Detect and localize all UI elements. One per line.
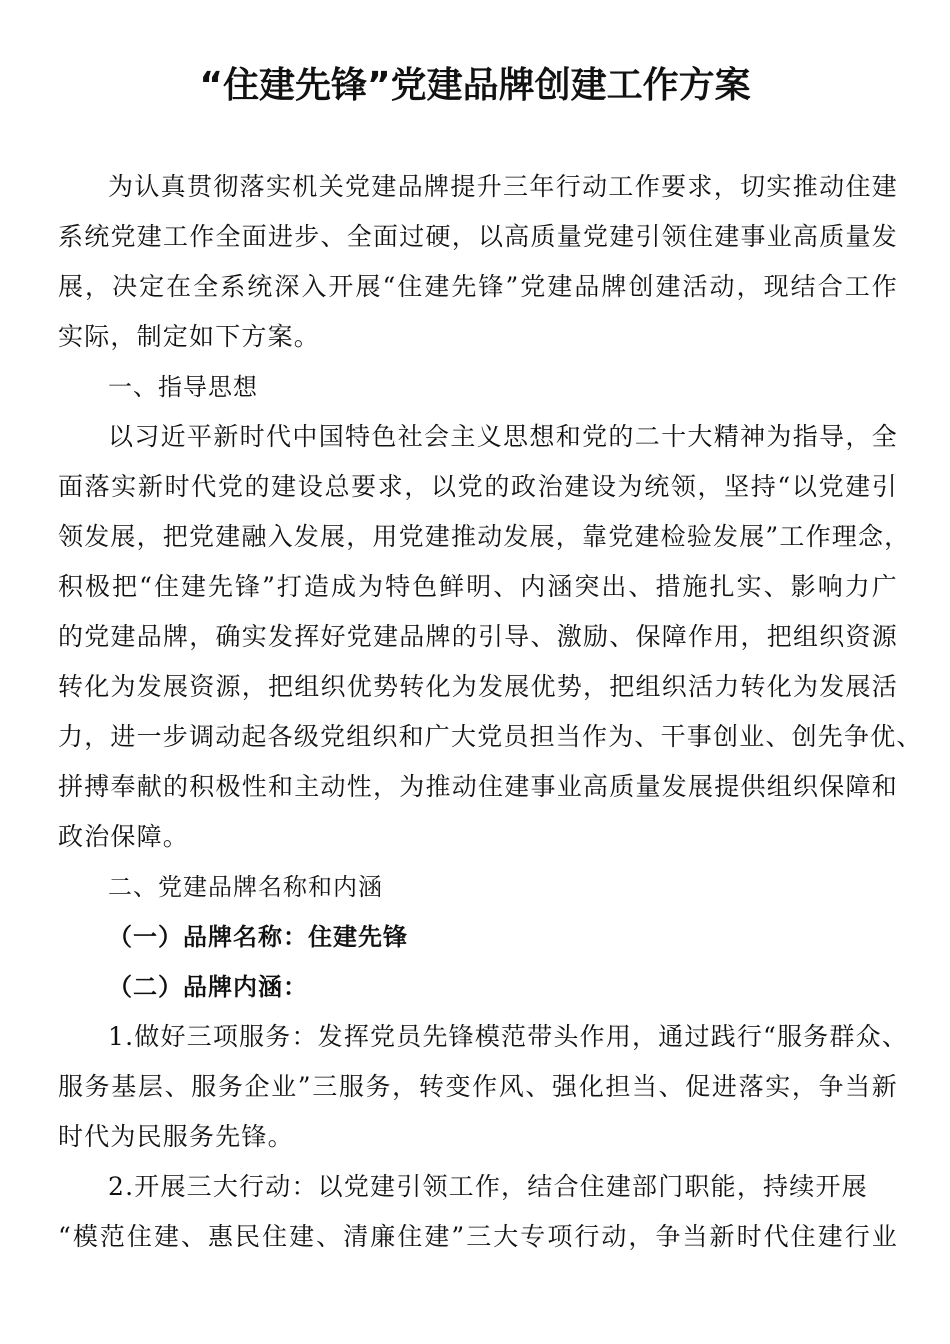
paragraph-line: 领发展，把党建融入发展，用党建推动发展，靠党建检验发展”工作理念， — [58, 522, 911, 551]
paragraph-line: 2.开展三大行动：以党建引领工作，结合住建部门职能，持续开展 — [108, 1172, 868, 1201]
document-title: “住建先锋”党建品牌创建工作方案 — [199, 65, 751, 106]
paragraph-line: 实际，制定如下方案。 — [58, 322, 321, 351]
section-heading: 一、指导思想 — [108, 373, 258, 401]
paragraph-line: 面落实新时代党的建设总要求，以党的政治建设为统领，坚持“以党建引 — [58, 472, 898, 501]
paragraph-line: “模范住建、惠民住建、清廉住建”三大专项行动，争当新时代住建行业 — [58, 1222, 898, 1251]
paragraph-line: 的党建品牌，确实发挥好党建品牌的引导、激励、保障作用，把组织资源 — [58, 622, 898, 651]
paragraph-line: 系统党建工作全面进步、全面过硬，以高质量党建引领住建事业高质量发 — [58, 222, 898, 251]
paragraph-line: 1.做好三项服务：发挥党员先锋模范带头作用，通过践行“服务群众、 — [108, 1022, 909, 1051]
paragraph-line: 为认真贯彻落实机关党建品牌提升三年行动工作要求，切实推动住建 — [108, 172, 898, 201]
paragraph-line: 以习近平新时代中国特色社会主义思想和党的二十大精神为指导，全 — [108, 422, 898, 451]
paragraph-line: 展，决定在全系统深入开展“住建先锋”党建品牌创建活动，现结合工作 — [58, 272, 898, 301]
paragraph-line: 拼搏奉献的积极性和主动性，为推动住建事业高质量发展提供组织保障和 — [58, 772, 898, 801]
paragraph-line: 时代为民服务先锋。 — [58, 1122, 294, 1151]
subsection-heading: （一）品牌名称：住建先锋 — [108, 923, 408, 951]
subsection-heading: （二）品牌内涵： — [108, 973, 308, 1001]
paragraph-line: 政治保障。 — [58, 822, 190, 851]
paragraph-line: 积极把“住建先锋”打造成为特色鲜明、内涵突出、措施扎实、影响力广 — [58, 572, 898, 601]
paragraph-line: 服务基层、服务企业”三服务，转变作风、强化担当、促进落实，争当新 — [58, 1072, 898, 1101]
paragraph-line: 转化为发展资源，把组织优势转化为发展优势，把组织活力转化为发展活 — [58, 672, 898, 701]
section-heading: 二、党建品牌名称和内涵 — [108, 873, 383, 901]
paragraph-line: 力，进一步调动起各级党组织和广大党员担当作为、干事创业、创先争优、 — [58, 722, 923, 751]
